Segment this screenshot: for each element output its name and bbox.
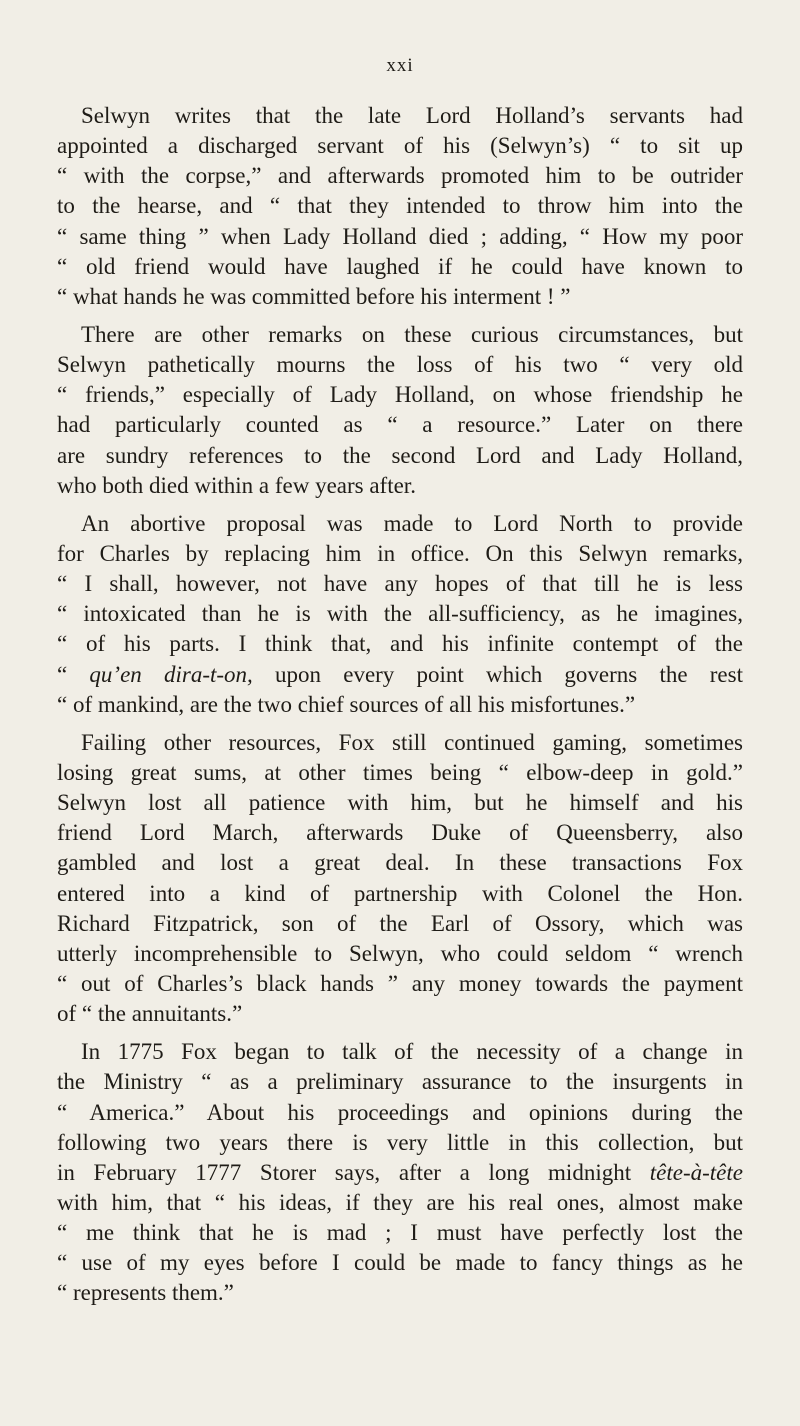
- text-line: are sundry references to the second Lord and Lady Holland,: [57, 442, 743, 468]
- text-line: of “ the annuitants.”: [57, 1001, 243, 1027]
- text-segment: in February 1777 Storer says, after a long midnight: [57, 1159, 650, 1185]
- italic-phrase: qu’en dira-t-on,: [89, 661, 253, 687]
- text-line: “ America.” About his proceedings and opinions during the: [57, 1099, 743, 1125]
- paragraph: [57, 728, 743, 1029]
- text-line: An abortive proposal was made to Lord North to provide: [81, 510, 743, 536]
- text-line: gambled and lost a great deal. In these transactions Fox: [57, 850, 743, 876]
- page-number: xxi: [386, 55, 414, 76]
- text-line: “ old friend would have laughed if he could have known to: [57, 253, 743, 279]
- text-line: Richard Fitzpatrick, son of the Earl of Ossory, which was: [57, 910, 743, 936]
- text-line: who both died within a few years after.: [57, 472, 416, 498]
- text-line: “ friends,” especially of Lady Holland, on whose friendship he: [57, 382, 743, 408]
- paragraph: [57, 101, 743, 312]
- text-line: “ use of my eyes before I could be made to fancy things as he: [57, 1250, 743, 1276]
- text-line: to the hearse, and “ that they intended to throw him into the: [57, 193, 743, 219]
- text-line: “ intoxicated than he is with the all-sufficiency, as he imagines,: [57, 601, 743, 627]
- text-line: “ represents them.”: [57, 1280, 234, 1306]
- text-line: [57, 1158, 743, 1188]
- text-line: In 1775 Fox began to talk of the necessity of a change in: [81, 1039, 743, 1065]
- paragraph: [57, 1037, 743, 1308]
- text-line: “ out of Charles’s black hands ” any money towards the payment: [57, 970, 743, 996]
- text-line: Selwyn pathetically mourns the loss of his two “ very old: [57, 352, 743, 378]
- text-line: had particularly counted as “ a resource.” Later on there: [57, 412, 743, 438]
- text-line: “ same thing ” when Lady Holland died ; adding, “ How my poor: [57, 223, 743, 249]
- paragraph: [57, 320, 743, 501]
- text-line: losing great sums, at other times being “ elbow-deep in gold.”: [57, 759, 743, 785]
- italic-phrase: tête-à-tête: [649, 1159, 743, 1185]
- text-line: “ me think that he is mad ; I must have perfectly lost the: [57, 1220, 743, 1246]
- text-line: “ what hands he was committed before his interment ! ”: [57, 283, 571, 309]
- text-line: “ I shall, however, not have any hopes of that till he is less: [57, 571, 743, 597]
- text-line: entered into a kind of partnership with Colonel the Hon.: [57, 880, 743, 906]
- text-segment: upon every point which governs the rest: [252, 661, 743, 687]
- text-line: with him, that “ his ideas, if they are his real ones, almost make: [57, 1189, 743, 1215]
- text-line: Selwyn lost all patience with him, but he himself and his: [57, 790, 743, 816]
- text-line: “ of his parts. I think that, and his infinite contempt of the: [57, 631, 743, 657]
- text-line: friend Lord March, afterwards Duke of Queensberry, also: [57, 820, 743, 846]
- text-line: appointed a discharged servant of his (Selwyn’s) “ to sit up: [57, 133, 743, 159]
- text-line: There are other remarks on these curious circumstances, but: [81, 321, 743, 347]
- text-line: the Ministry “ as a preliminary assurance to the insurgents in: [57, 1069, 743, 1095]
- text-line: [57, 660, 743, 690]
- text-line: Failing other resources, Fox still continued gaming, sometimes: [81, 729, 743, 755]
- text-line: Selwyn writes that the late Lord Holland’s servants had: [81, 103, 743, 128]
- text-line: “ with the corpse,” and afterwards promoted him to be outrider: [57, 163, 743, 189]
- paragraph: [57, 509, 743, 720]
- text-line: utterly incomprehensible to Selwyn, who could seldom “ wrench: [57, 940, 743, 966]
- body-text: [57, 101, 743, 1316]
- text-line: “ of mankind, are the two chief sources of all his misfortunes.”: [57, 691, 636, 717]
- text-line: following two years there is very little in this collection, but: [57, 1129, 743, 1155]
- text-line: for Charles by replacing him in office. On this Selwyn remarks,: [57, 540, 743, 566]
- text-segment: “: [57, 661, 90, 687]
